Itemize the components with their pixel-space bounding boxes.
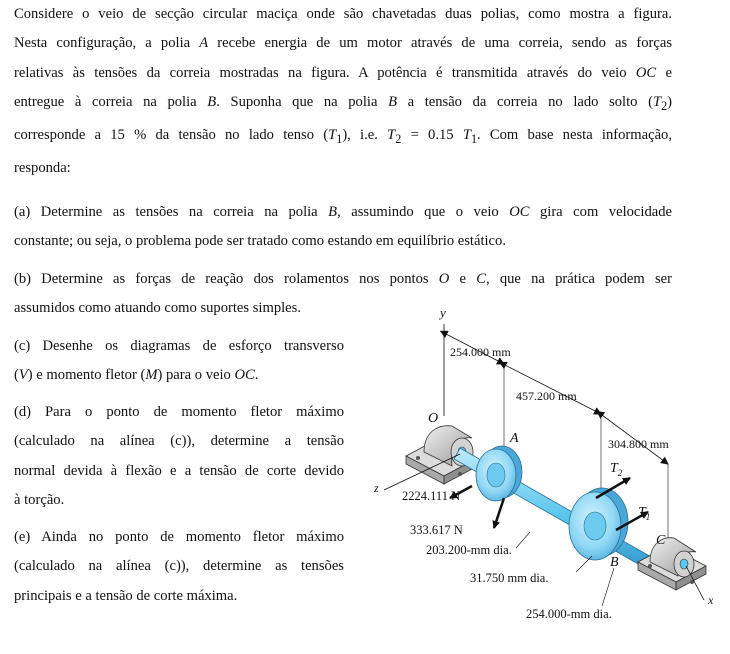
shaft-pulley-diagram <box>362 300 730 630</box>
axis-y-label: y <box>440 305 446 320</box>
question-e-line-2: (calculado na alínea (c)), determine as tensões <box>14 558 344 575</box>
label-C: C <box>656 533 666 548</box>
force-label-2224N: 2224.111 N <box>402 489 461 503</box>
question-d-line-1: (d) Para o ponto de momento fletor máximo <box>14 404 344 420</box>
diameter-label-A: 203.200-mm dia. <box>426 543 512 557</box>
dimension-label-2: 457.200 mm <box>516 389 577 403</box>
shaft-pulley-figure <box>362 300 730 630</box>
question-d <box>14 398 344 515</box>
question-e-line-1: (e) Ainda no ponto de momento fletor máximo <box>14 529 344 545</box>
diameter-label-B: 254.000-mm dia. <box>526 607 612 621</box>
question-d-line-4: à torção. <box>14 491 65 508</box>
question-e <box>14 523 344 611</box>
dimension-label-1: 254.000 mm <box>450 345 511 359</box>
label-A: A <box>510 431 519 446</box>
intro-line-4: entregue à correia na polia B. Suponha que na polia B a tensão da correia no lado solto $(T_2)$ <box>14 93 673 113</box>
label-T2: $T_2$ <box>610 461 623 478</box>
dimension-label-3: 304.800 mm <box>608 437 669 451</box>
question-c <box>14 332 344 391</box>
question-e-line-3: principais e a tensão de corte máxima. <box>14 587 238 604</box>
force-label-333N: 333.617 N <box>410 523 463 537</box>
problem-intro <box>14 0 672 184</box>
question-d-line-2: (calculado na alínea (c)), determine a tensão <box>14 433 344 450</box>
question-c-line-1: (c) Desenhe os diagramas de esforço transverso <box>14 338 344 354</box>
intro-line-3: relativas às tensões da correia mostradas na figura. A potência é transmitida através do veio OC e <box>14 64 672 81</box>
intro-line-2: Nesta configuração, a polia A recebe energia de um motor através de uma correia, sendo as forças <box>14 35 672 52</box>
question-a-line-2: constante; ou seja, o problema pode ser tratado como estando em equilíbrio estático. <box>14 233 506 250</box>
force-arrow-333N <box>494 498 504 528</box>
axis-z-label: z <box>374 481 379 495</box>
leader-dia-A <box>516 532 530 548</box>
question-c-line-2: (V) e momento fletor (M) para o veio OC. <box>14 367 259 384</box>
intro-line-1: Considere o veio de secção circular maciça onde são chavetadas duas polias, como mostra a figura. <box>14 6 672 22</box>
question-b-line-2: assumidos como atuando como suportes simples. <box>14 300 301 317</box>
leader-dia-B <box>602 568 614 606</box>
question-a <box>14 198 672 257</box>
question-d-line-3: normal devida à flexão e a tensão de corte devido <box>14 462 344 479</box>
bearing-C <box>638 538 706 590</box>
question-a-line-1: (a) Determine as tensões na correia na polia B, assumindo que o veio OC gira com velocidade <box>14 204 672 220</box>
intro-line-6: responda: <box>14 160 71 177</box>
intro-line-5: corresponde a 15 % da tensão no lado tenso $(T_1)$, i.e. $T_2 = 0.15$ $T_1$. Com base nesta informação, <box>14 127 673 146</box>
question-b-line-1: (b) Determine as forças de reação dos rolamentos nos pontos O e C, que na prática podem ser <box>14 271 672 287</box>
label-T1: $T_1$ <box>638 505 651 522</box>
label-O: O <box>428 411 439 426</box>
leader-dia-shaft <box>576 556 592 572</box>
diameter-label-shaft: 31.750 mm dia. <box>470 571 549 585</box>
axis-x-label: x <box>708 593 714 607</box>
label-B: B <box>610 555 619 570</box>
